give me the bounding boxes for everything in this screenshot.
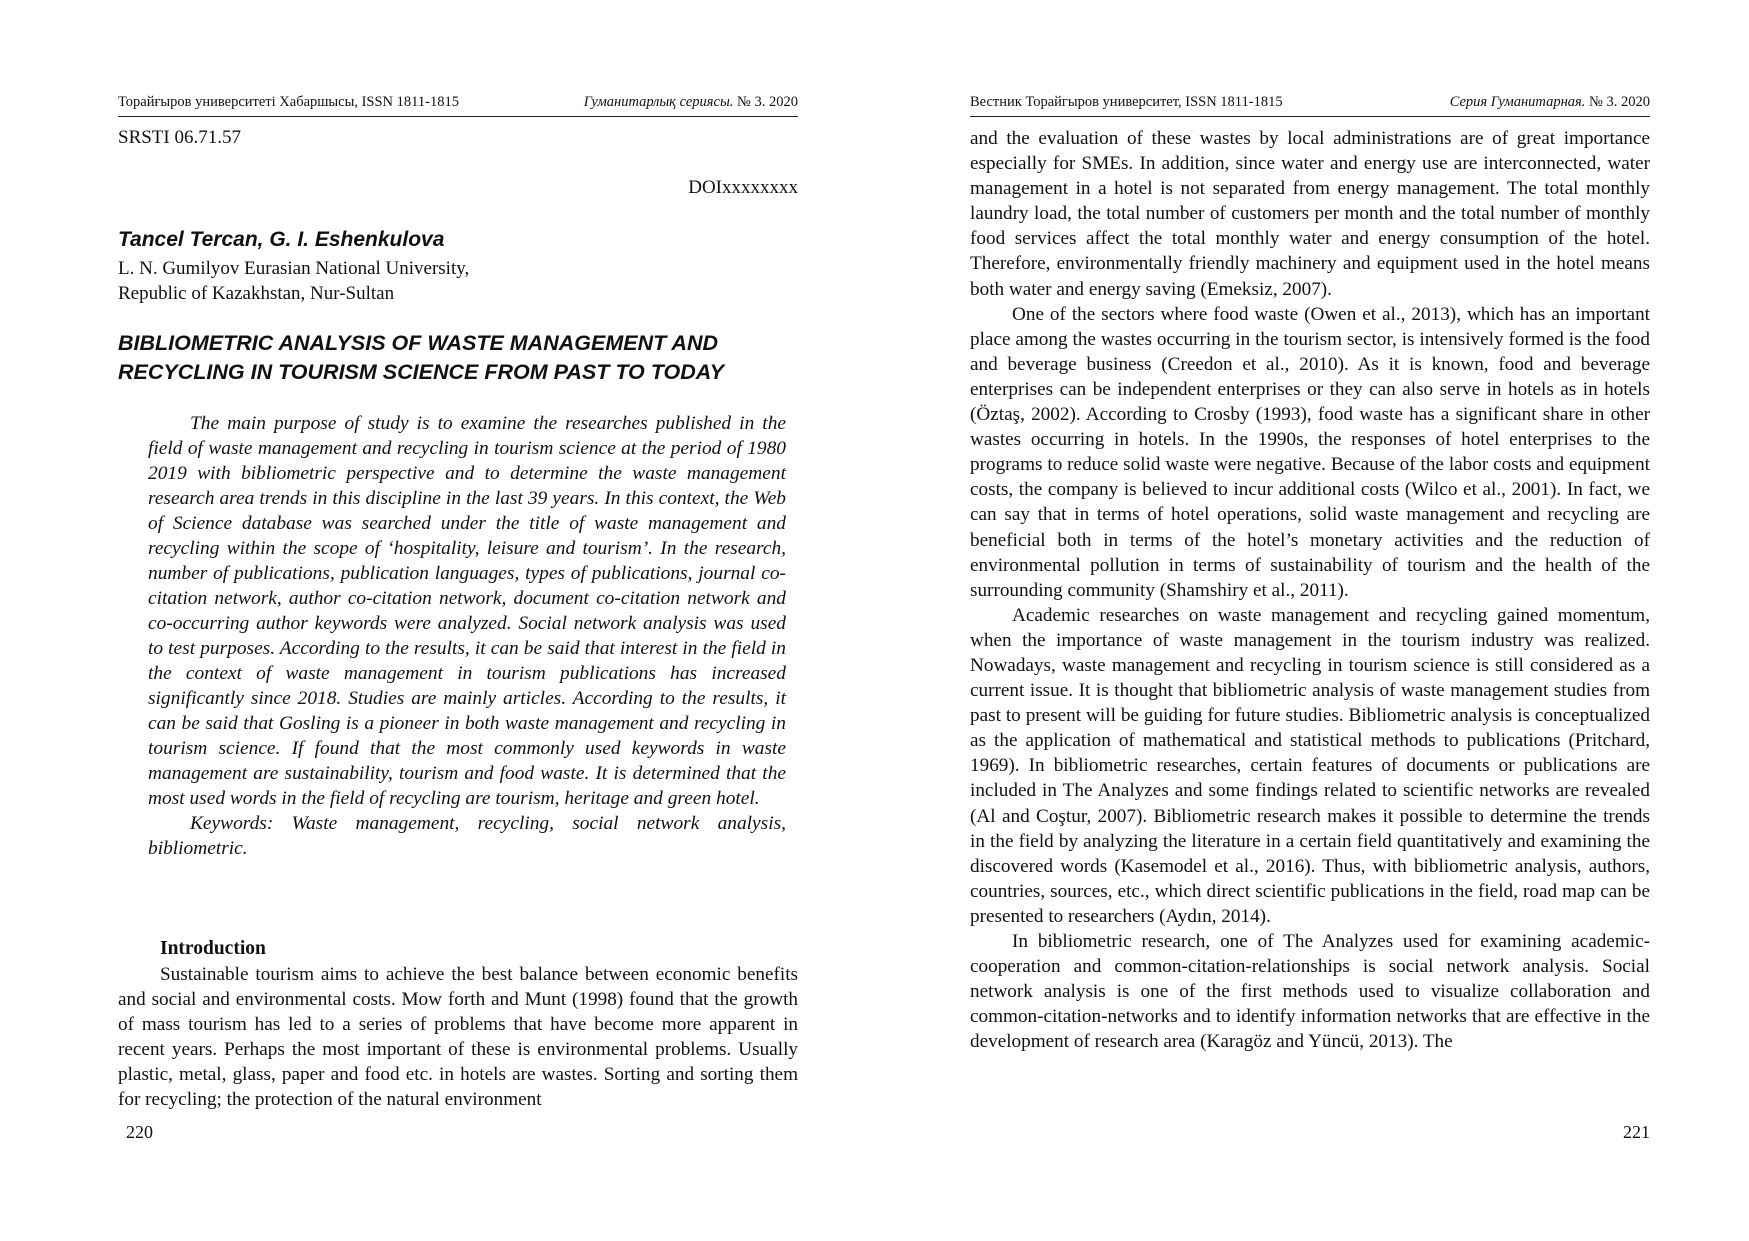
introduction-heading: Introduction <box>160 938 266 959</box>
doi-identifier: DOIxxxxxxxx <box>688 177 798 198</box>
right-series-info <box>1450 93 1650 111</box>
left-issue-number: № 3. 2020 <box>737 94 798 110</box>
body-paragraph: Academic researches on waste management and recycling gained momentum, when the importance of waste management in the tourism industry was realized. Nowadays, waste management and recycling in tourism science is still considered as a current issue. It is thought that bibliometric analysis of waste management studies from past to present will be guiding for future studies. Bibliometric analysis is conceptualized as the application of mathematical and statistical methods to publications (Pritchard, 1969). In bibliometric researches, certain features of documents or publications are included in The Analyzes and some findings related to scientific networks are revealed (Al and Coştur, 2007). Bibliometric research makes it possible to determine the trends in the field by analyzing the literature in a certain field quantitatively and examining the discovered words (Kasemodel et al., 2016). Thus, with bibliometric analysis, authors, countries, sources, etc., which direct scientific publications in the field, road map can be presented to researchers (Aydın, 2014). <box>970 604 1650 927</box>
body-paragraph: One of the sectors where food waste (Owen et al., 2013), which has an important place among the wastes occurring in the tourism sector, is intensively formed is the food and beverage business (Creedon et al., 2010). As it is known, food and beverage enterprises can be independent enterprises or they can also serve in hotels as in hotels (Öztaş, 2002). According to Crosby (1993), food waste has a significant share in other wastes occurring in hotels. In the 1990s, the responses of hotel enterprises to the programs to reduce solid waste were negative. Because of the labor costs and equipment costs, the company is believed to incur additional costs (Wilco et al., 2001). In fact, we can say that in terms of hotel operations, solid waste management and recycling are beneficial both in terms of the hotel’s monetary activities and the reduction of environmental pollution in terms of sustainability of tourism and the health of the surrounding community (Shamshiry et al., 2011). <box>970 303 1650 601</box>
affiliation-line-2: Republic of Kazakhstan, Nur-Sultan <box>118 283 395 304</box>
abstract-block <box>148 411 786 861</box>
srsti-code: SRSTI 06.71.57 <box>118 127 241 148</box>
introduction-body <box>118 962 798 1113</box>
right-journal-name: Вестник Торайгыров университет, ISSN 1811-1815 <box>970 94 1283 110</box>
body-paragraph: and the evaluation of these wastes by local administrations are of great importance especially for SMEs. In addition, since water and energy use are interconnected, water management in a hotel is not separated from energy management. The total monthly laundry load, the total number of customers per month and the total number of monthly food services affect the total monthly water and energy consumption of the hotel. Therefore, environmentally friendly machinery and equipment used in the hotel means both water and energy saving (Emeksiz, 2007). <box>970 128 1650 300</box>
left-running-header <box>118 93 798 117</box>
affiliation-line-1: L. N. Gumilyov Eurasian National University, <box>118 258 470 279</box>
author-names: Tancel Tercan, G. I. Eshenkulova <box>118 228 445 251</box>
abstract-text: The main purpose of study is to examine the researches published in the field of waste management and recycling in tourism science at the period of 1980 2019 with bibliometric perspective and to determine the waste management research area trends in this discipline in the last 39 years. In this context, the Web of Science database was searched under the title of waste management and recycling within the scope of ‘hospitality, leisure and tourism’. In the research, number of publications, publication languages, types of publications, journal co-citation network, author co-citation network, document co-citation network and co-occurring author keywords were analyzed. Social network analysis was used to test purposes. According to the results, it can be said that interest in the field in the context of waste management in tourism publications has increased significantly since 2018. Studies are mainly articles. According to the results, it can be said that Gosling is a pioneer in both waste management and recycling in tourism science. If found that the most commonly used keywords in waste management are sustainability, tourism and food waste. It is determined that the most used words in the field of recycling are tourism, heritage and green hotel. <box>148 413 786 809</box>
left-series-name: Гуманитарлық сериясы. <box>583 94 734 110</box>
right-running-header <box>970 93 1650 117</box>
body-paragraph: In bibliometric research, one of The Analyzes used for examining academic-cooperation and common-citation-relationships is social network analysis. Social network analysis is one of the first methods used to visualize collaboration and common-citation-networks and to identify information networks that are effective in the development of research area (Karagöz and Yüncü, 2013). The <box>970 931 1650 1053</box>
right-body-text <box>970 126 1650 1054</box>
author-affiliation <box>118 256 469 306</box>
right-series-name: Серия Гуманитарная. <box>1449 94 1586 110</box>
right-issue-number: № 3. 2020 <box>1589 94 1650 110</box>
right-page-number: 221 <box>1623 1122 1650 1142</box>
keywords-text: Keywords: Waste management, recycling, social network analysis, bibliometric. <box>148 813 786 859</box>
left-page-number: 220 <box>126 1122 153 1142</box>
introduction-paragraph: Sustainable tourism aims to achieve the best balance between economic benefits and social and environmental costs. Mow forth and Munt (1998) found that the growth of mass tourism has led to a series of problems that have become more apparent in recent years. Perhaps the most important of these is environmental problems. Usually plastic, metal, glass, paper and food etc. in hotels are wastes. Sorting and sorting them for recycling; the protection of the natural environment <box>118 964 798 1111</box>
left-journal-name: Торайғыров университеті Хабаршысы, ISSN 1811-1815 <box>118 94 459 110</box>
left-series-info <box>584 93 798 111</box>
article-title: BIBLIOMETRIC ANALYSIS OF WASTE MANAGEMENT AND RECYCLING IN TOURISM SCIENCE FROM PAST TO TODAY <box>118 331 725 384</box>
